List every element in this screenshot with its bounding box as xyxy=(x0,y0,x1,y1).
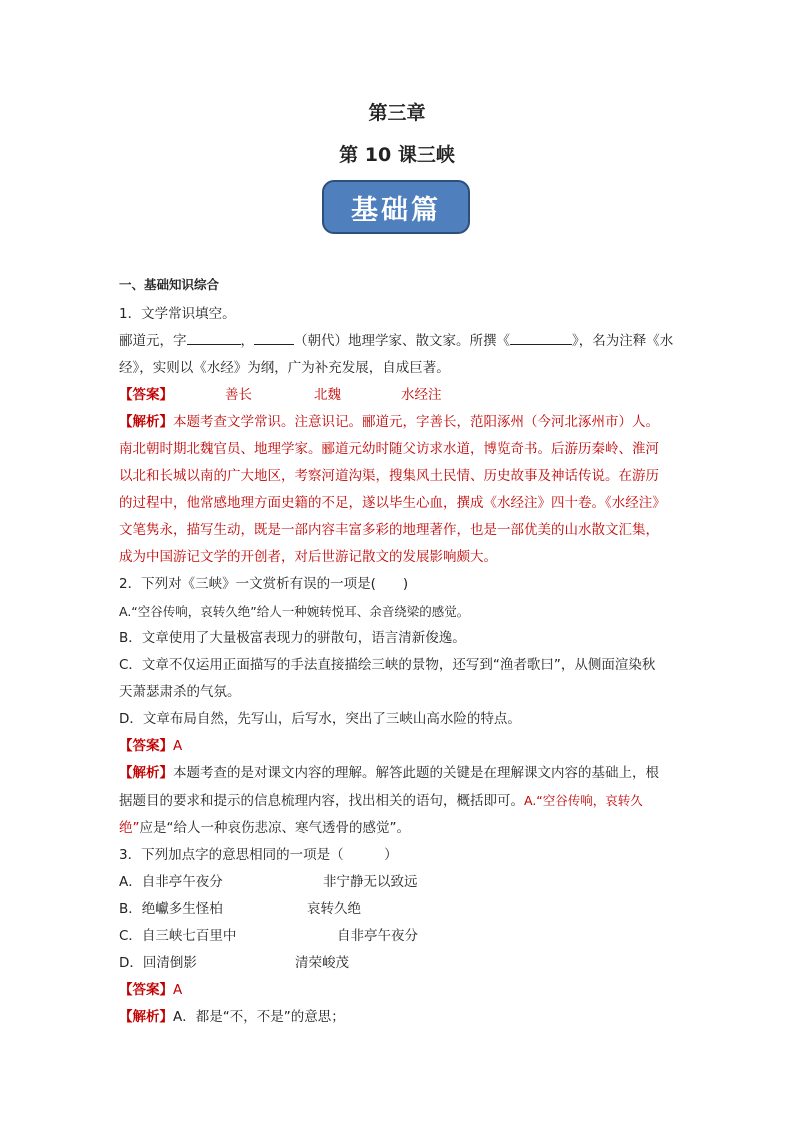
q2-stem: 2．下列对《三峡》一文赏析有误的一项是( ) xyxy=(119,576,409,592)
q1-analysis-line: 成为中国游记文学的开创者，对后世游记散文的发展影响颇大。 xyxy=(119,549,497,565)
q1-text-d: 》，名为注释《水 xyxy=(572,333,674,349)
document-body xyxy=(119,275,691,1031)
q2-analysis-text: 本题考查的是对课文内容的理解。解答此题的关键是在理解课文内容的基础上，根 xyxy=(173,765,659,781)
q2-option: A.“空谷传响，哀转久绝”给人一种婉转悦耳、余音绕梁的感觉。 xyxy=(119,604,470,619)
q1-analysis-line: 的过程中，他常感地理方面史籍的不足，遂以毕生心血，撰成《水经注》四十卷。《水经注》 xyxy=(119,495,666,511)
chapter-title: 第三章 xyxy=(368,102,426,124)
q3-option-right: 哀转久绝 xyxy=(307,901,361,917)
lesson-title: 第 10 课三峡 xyxy=(339,144,455,166)
q1-answer-row xyxy=(119,382,691,409)
q1-text-c: （朝代）地理学家、散文家。所撰《 xyxy=(294,333,510,349)
blank-2 xyxy=(254,329,294,345)
q2-option: C．文章不仅运用正面描写的手法直接描绘三峡的景物，还写到“渔者歌曰”，从侧面渲染秋 xyxy=(119,657,656,673)
q2-option: D．文章布局自然，先写山，后写水，突出了三峡山高水险的特点。 xyxy=(119,711,521,727)
answer-tag: 【答案】 xyxy=(119,738,173,754)
q2-analysis-text: 应是“给人一种哀伤悲凉、寒气透骨的感觉”。 xyxy=(139,820,410,836)
q2-option: B．文章使用了大量极富表现力的骈散句，语言清新俊逸。 xyxy=(119,630,466,646)
section-title: 一、基础知识综合 xyxy=(119,277,220,292)
q3-option-left: B．绝巘多生怪柏 xyxy=(119,901,223,917)
q3-option-left: C．自三峡七百里中 xyxy=(119,928,237,944)
q2-answer-row xyxy=(119,733,691,760)
q1-text-b: ， xyxy=(240,333,254,349)
analysis-tag: 【解析】 xyxy=(119,1009,173,1025)
q2-analysis-quote: A.“空谷传响，哀转久 xyxy=(524,793,643,808)
q3-option-left: A．自非亭午夜分 xyxy=(119,874,223,890)
q2-analysis-text: 据题目的要求和提示的信息梳理内容，找出相关的语句，概括即可。 xyxy=(119,793,524,809)
q2-analysis-line xyxy=(119,787,691,815)
q2-option-continued: 天萧瑟肃杀的气氛。 xyxy=(119,684,241,700)
q3-option xyxy=(119,869,691,896)
q2-analysis-quote: 绝” xyxy=(119,820,140,836)
q2-answer: A xyxy=(173,738,183,754)
answer-2: 北魏 xyxy=(314,387,341,403)
q3-option xyxy=(119,950,691,977)
q3-stem: 3．下列加点字的意思相同的一项是（ ） xyxy=(119,847,398,863)
q3-answer: A xyxy=(173,982,183,998)
q3-option xyxy=(119,896,691,923)
blank-1 xyxy=(187,329,241,345)
q3-option-left: D．回清倒影 xyxy=(119,955,197,971)
q1-analysis-line xyxy=(119,409,691,436)
q1-analysis-line: 南北朝时期北魏官员、地理学家。郦道元幼时随父访求水道，博览奇书。后游历秦岭、淮河 xyxy=(119,441,659,457)
q3-analysis-text: A．都是“不，不是”的意思； xyxy=(173,1009,345,1025)
q1-analysis-line: 以北和长城以南的广大地区，考察河道沟渠，搜集风土民情、历史故事及神话传说。在游历 xyxy=(119,468,659,484)
q3-option-right: 自非亭午夜分 xyxy=(337,928,418,944)
answer-tag: 【答案】 xyxy=(119,387,173,403)
q1-analysis-text: 本题考查文学常识。注意识记。郦道元，字善长，范阳涿州（今河北涿州市）人。 xyxy=(173,414,659,430)
analysis-tag: 【解析】 xyxy=(119,414,173,430)
answer-3: 水经注 xyxy=(401,387,442,403)
q3-analysis-line xyxy=(119,1004,691,1031)
q3-answer-row xyxy=(119,977,691,1004)
analysis-tag: 【解析】 xyxy=(119,765,173,781)
answer-tag: 【答案】 xyxy=(119,982,173,998)
q2-analysis-line xyxy=(119,760,691,787)
q1-analysis-line: 文笔隽永，描写生动，既是一部内容丰富多彩的地理著作，也是一部优美的山水散文汇集， xyxy=(119,522,659,538)
answer-1: 善长 xyxy=(225,387,252,403)
q1-stem: 1．文学常识填空。 xyxy=(119,306,236,322)
q2-analysis-line xyxy=(119,815,691,842)
q3-option xyxy=(119,923,691,950)
q3-option-right: 非宁静无以致远 xyxy=(323,874,418,890)
q3-option-right: 清荣峻茂 xyxy=(295,955,349,971)
blank-3 xyxy=(510,329,572,345)
q1-text-line1 xyxy=(119,328,691,355)
q1-text-a: 郦道元，字 xyxy=(119,333,187,349)
level-badge: 基础篇 xyxy=(322,180,470,234)
q1-text-line2: 经》，实则以《水经》为纲，广为补充发展，自成巨著。 xyxy=(119,360,450,376)
